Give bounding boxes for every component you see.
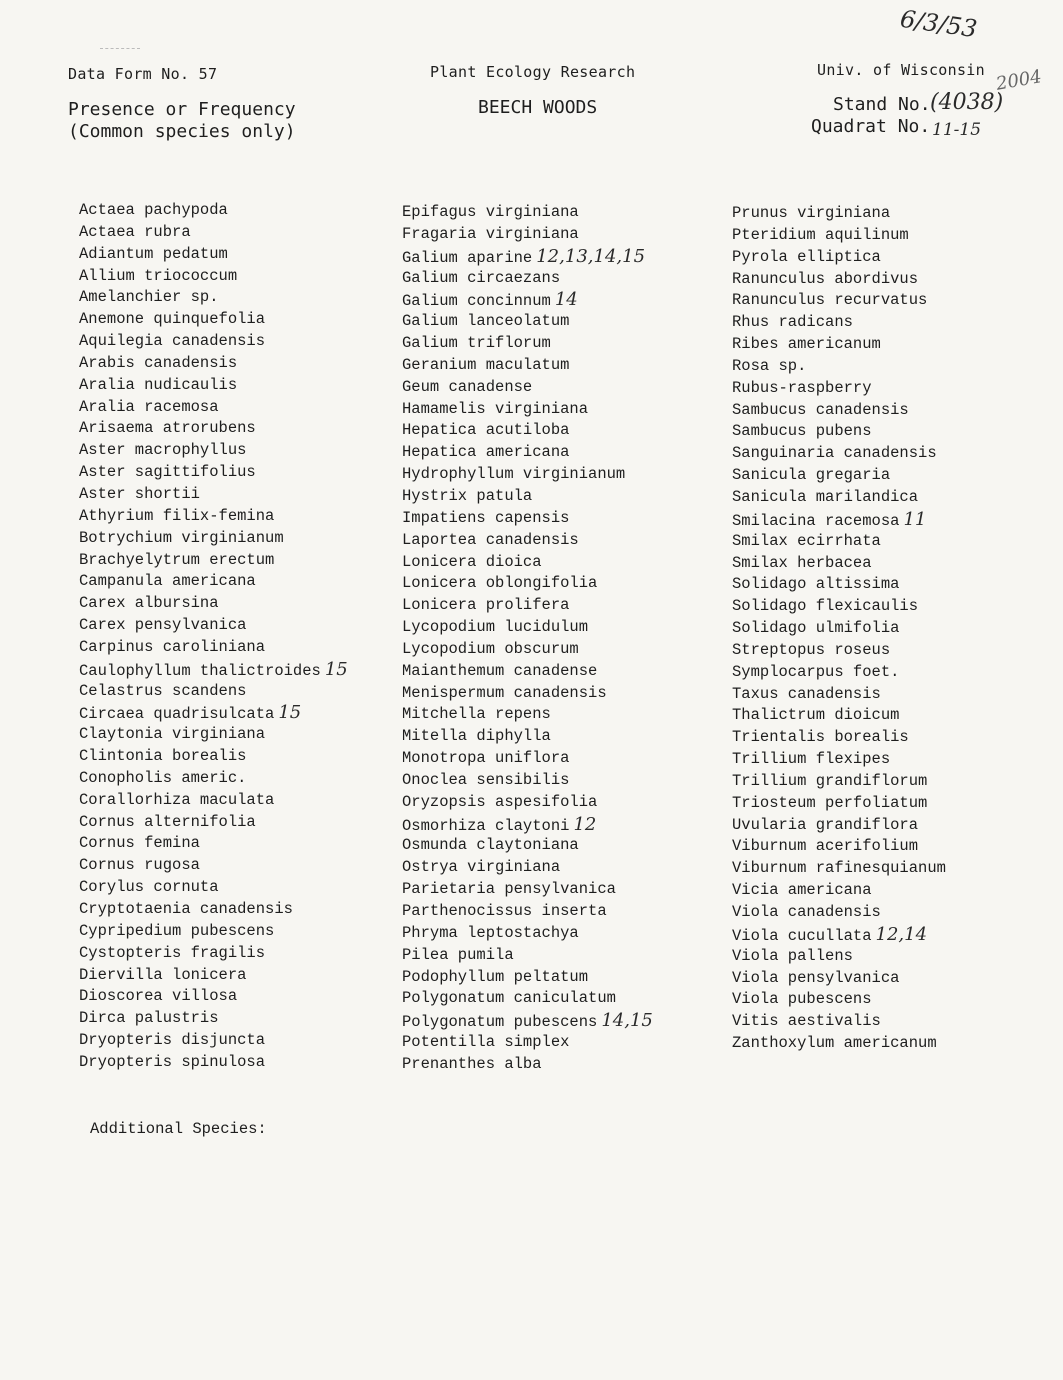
species-row (79, 375, 348, 397)
species-name: Viola pubescens (732, 990, 872, 1009)
species-name: Carex albursina (79, 594, 219, 613)
species-name: Claytonia virginiana (79, 725, 266, 744)
species-name: Actaea rubra (79, 222, 191, 241)
species-row (79, 418, 348, 440)
species-row (79, 790, 348, 812)
species-name: Anemone quinquefolia (79, 310, 266, 329)
species-row (732, 880, 946, 902)
species-name: Zanthoxylum americanum (732, 1034, 937, 1053)
species-name: Phryma leptostachya (402, 923, 579, 942)
species-name: Sambucus pubens (732, 422, 872, 441)
university: Univ. of Wisconsin (817, 61, 985, 79)
species-name: Monotropa uniflora (402, 749, 570, 768)
species-row (79, 571, 348, 593)
species-row (79, 222, 348, 244)
species-row (402, 268, 653, 290)
species-name: Solidago ulmifolia (732, 619, 900, 638)
species-row (79, 768, 348, 790)
species-row (79, 287, 348, 309)
species-name: Osmorhiza claytoni (402, 816, 570, 835)
species-name: Polygonatum pubescens (402, 1013, 598, 1032)
species-row (732, 705, 946, 727)
species-row (79, 353, 348, 375)
species-name: Solidago flexicaulis (732, 597, 919, 616)
species-row (732, 858, 946, 880)
species-row (402, 726, 653, 748)
species-row (402, 792, 653, 814)
species-row (79, 266, 348, 288)
species-row (402, 1010, 653, 1032)
species-row (402, 552, 653, 574)
additional-species-label: Additional Species: (90, 1120, 267, 1138)
species-row (402, 857, 653, 879)
subtitle-line1: Presence or Frequency (68, 99, 296, 120)
species-name: Epifagus virginiana (402, 203, 579, 221)
species-name: Botrychium virginianum (79, 528, 284, 547)
species-row (79, 506, 348, 528)
species-name: Athyrium filix-femina (79, 506, 275, 525)
species-column-3 (732, 203, 946, 1055)
species-row (732, 749, 946, 771)
species-name: Pyrola elliptica (732, 247, 881, 266)
species-row (732, 793, 946, 815)
species-name: Lonicera prolifera (402, 596, 570, 615)
species-row (732, 902, 946, 924)
species-row (79, 462, 348, 484)
handwritten-quadrat-note: 14,15 (601, 1010, 653, 1032)
species-name: Sambucus canadensis (732, 400, 909, 419)
species-name: Conopholis americ. (79, 768, 247, 787)
species-name: Caulophyllum thalictroides (79, 661, 321, 680)
species-name: Viola cucullata (732, 926, 872, 945)
program-title: Plant Ecology Research (430, 63, 636, 81)
species-column-2 (402, 202, 653, 1076)
species-row (402, 333, 653, 355)
species-row (402, 530, 653, 552)
species-row (79, 943, 348, 965)
species-name: Osmunda claytoniana (402, 836, 579, 855)
species-name: Hamamelis virginiana (402, 399, 589, 418)
quadrat-label: Quadrat No. (811, 116, 931, 137)
species-row (79, 397, 348, 419)
species-name: Hepatica americana (402, 443, 570, 462)
species-row (79, 812, 348, 834)
species-row (79, 921, 348, 943)
species-name: Laportea canadensis (402, 530, 579, 549)
species-row (402, 748, 653, 770)
species-row (79, 746, 348, 768)
species-name: Campanula americana (79, 572, 256, 591)
species-row (79, 528, 348, 550)
species-row (402, 661, 653, 683)
species-row (732, 203, 946, 225)
species-name: Geum canadense (402, 377, 533, 396)
species-name: Dryopteris disjuncta (79, 1031, 266, 1050)
species-name: Viola pensylvanica (732, 968, 900, 987)
species-name: Taxus canadensis (732, 684, 881, 703)
species-name: Smilacina racemosa (732, 511, 900, 530)
species-row (79, 1052, 348, 1074)
species-row (732, 924, 946, 946)
species-row (79, 484, 348, 506)
handwritten-quadrat-note: 12,14 (875, 923, 928, 945)
species-row (79, 1030, 348, 1052)
species-name: Streptopus roseus (732, 640, 891, 659)
species-name: Polygonatum caniculatum (402, 989, 616, 1008)
species-row (402, 464, 653, 486)
species-name: Dioscorea villosa (79, 987, 238, 1006)
species-name: Lycopodium obscurum (402, 639, 579, 658)
species-row (732, 247, 946, 269)
species-name: Lycopodium lucidulum (402, 618, 589, 637)
species-name: Actaea pachypoda (79, 201, 228, 219)
species-name: Aralia nudicaulis (79, 375, 238, 394)
species-name: Hystrix patula (402, 486, 533, 505)
species-row (732, 487, 946, 509)
species-row (79, 659, 348, 681)
species-row (402, 639, 653, 661)
species-row (732, 662, 946, 684)
divider (100, 48, 140, 49)
species-name: Viburnum rafinesquianum (732, 859, 946, 878)
species-row (402, 617, 653, 639)
species-name: Trillium flexipes (732, 750, 891, 769)
subtitle-line2: (Common species only) (68, 121, 296, 142)
species-row (732, 465, 946, 487)
species-name: Prunus virginiana (732, 204, 891, 222)
species-name: Carpinus caroliniana (79, 637, 266, 656)
form-number: Data Form No. 57 (68, 65, 218, 83)
species-name: Aster sagittifolius (79, 463, 256, 482)
species-row (402, 246, 653, 268)
species-name: Hepatica acutiloba (402, 421, 570, 440)
species-name: Trientalis borealis (732, 728, 909, 747)
species-row (402, 595, 653, 617)
species-name: Ostrya virginiana (402, 858, 561, 877)
species-row (79, 681, 348, 703)
species-name: Adiantum pedatum (79, 244, 228, 263)
species-name: Geranium maculatum (402, 355, 570, 374)
species-name: Dirca palustris (79, 1009, 219, 1028)
species-row (79, 724, 348, 746)
species-name: Smilax herbacea (732, 553, 872, 572)
species-name: Cryptotaenia canadensis (79, 900, 293, 918)
species-name: Allium triococcum (79, 266, 238, 285)
species-name: Cornus rugosa (79, 856, 200, 875)
species-name: Aquilegia canadensis (79, 332, 266, 351)
species-name: Amelanchier sp. (79, 288, 219, 307)
species-row (732, 290, 946, 312)
species-row (732, 1033, 946, 1055)
species-name: Lonicera dioica (402, 552, 542, 571)
species-row (402, 355, 653, 377)
species-name: Vicia americana (732, 881, 872, 900)
species-name: Cypripedium pubescens (79, 921, 275, 940)
species-name: Sanicula marilandica (732, 487, 919, 506)
species-name: Diervilla lonicera (79, 965, 247, 984)
species-row (732, 509, 946, 531)
species-row (732, 225, 946, 247)
species-row (732, 640, 946, 662)
species-name: Dryopteris spinulosa (79, 1052, 266, 1071)
species-row (79, 702, 348, 724)
species-column-1 (79, 200, 348, 1074)
species-name: Oryzopsis aspesifolia (402, 792, 598, 811)
species-row (402, 442, 653, 464)
species-name: Celastrus scandens (79, 681, 247, 700)
species-row (732, 836, 946, 858)
species-name: Brachyelytrum erectum (79, 550, 275, 569)
species-row (402, 1032, 653, 1054)
species-row (402, 224, 653, 246)
species-row (79, 877, 348, 899)
handwritten-date: 6/3/53 (898, 4, 979, 44)
species-row (402, 704, 653, 726)
species-name: Prenanthes alba (402, 1054, 542, 1073)
species-name: Viola canadensis (732, 903, 881, 921)
species-name: Sanicula gregaria (732, 466, 891, 485)
handwritten-quadrat: 11-15 (932, 120, 982, 140)
species-name: Carex pensylvanica (79, 616, 247, 635)
handwritten-quadrat-note: 15 (324, 658, 348, 680)
species-row (732, 356, 946, 378)
species-name: Galium aparine (402, 248, 533, 267)
species-row (79, 965, 348, 987)
species-name: Arabis canadensis (79, 353, 238, 372)
species-name: Uvularia grandiflora (732, 815, 919, 834)
species-name: Lonicera oblongifolia (402, 574, 598, 593)
species-row (79, 309, 348, 331)
species-name: Menispermum canadensis (402, 683, 607, 702)
species-row (79, 899, 348, 921)
species-row (402, 967, 653, 989)
species-row (402, 988, 653, 1010)
handwritten-quadrat-note: 12 (573, 813, 597, 835)
species-row (732, 421, 946, 443)
community-title: BEECH WOODS (478, 97, 598, 118)
species-row (79, 855, 348, 877)
species-name: Ribes americanum (732, 335, 881, 354)
species-row (79, 833, 348, 855)
species-name: Thalictrum dioicum (732, 706, 900, 725)
species-row (402, 399, 653, 421)
species-name: Mitella diphylla (402, 727, 551, 746)
species-name: Parthenocissus inserta (402, 902, 607, 920)
species-row (402, 508, 653, 530)
species-row (732, 378, 946, 400)
species-name: Symplocarpus foet. (732, 662, 900, 681)
species-row (79, 1008, 348, 1030)
species-name: Fragaria virginiana (402, 224, 579, 243)
species-row (732, 443, 946, 465)
species-name: Pilea pumila (402, 945, 514, 964)
species-name: Parietaria pensylvanica (402, 880, 616, 899)
species-name: Cornus femina (79, 834, 200, 853)
species-name: Aster macrophyllus (79, 441, 247, 460)
species-row (402, 879, 653, 901)
species-row (402, 1054, 653, 1076)
species-name: Impatiens capensis (402, 508, 570, 527)
species-name: Podophyllum peltatum (402, 967, 589, 986)
species-name: Arisaema atrorubens (79, 419, 256, 438)
species-row (732, 553, 946, 575)
species-row (79, 637, 348, 659)
species-name: Aster shortii (79, 484, 200, 503)
species-name: Smilax ecirrhata (732, 531, 881, 550)
species-row (732, 618, 946, 640)
species-row (732, 946, 946, 968)
handwritten-quadrat-note: 14 (554, 289, 578, 311)
species-row (732, 596, 946, 618)
species-row (732, 400, 946, 422)
species-row (79, 331, 348, 353)
species-row (79, 550, 348, 572)
species-name: Viburnum acerifolium (732, 837, 919, 856)
handwritten-quadrat-note: 15 (278, 702, 302, 724)
species-row (732, 269, 946, 291)
species-name: Triosteum perfoliatum (732, 793, 928, 812)
handwritten-quadrat-note: 12,13,14,15 (536, 245, 646, 267)
species-name: Potentilla simplex (402, 1033, 570, 1052)
species-name: Galium concinnum (402, 292, 551, 311)
species-row (402, 901, 653, 923)
handwritten-quadrat-note: 11 (903, 508, 927, 530)
species-row (79, 593, 348, 615)
species-name: Aralia racemosa (79, 397, 219, 416)
species-name: Maianthemum canadense (402, 661, 598, 680)
species-row (402, 945, 653, 967)
species-row (402, 311, 653, 333)
species-name: Rubus-raspberry (732, 378, 872, 397)
species-row (732, 989, 946, 1011)
species-row (732, 1011, 946, 1033)
species-name: Corallorhiza maculata (79, 790, 275, 809)
species-row (732, 312, 946, 334)
species-name: Corylus cornuta (79, 878, 219, 897)
species-name: Circaea quadrisulcata (79, 705, 275, 724)
species-row (79, 244, 348, 266)
species-name: Onoclea sensibilis (402, 770, 570, 789)
species-row (402, 420, 653, 442)
species-row (402, 923, 653, 945)
species-name: Pteridium aquilinum (732, 225, 909, 244)
species-row (732, 684, 946, 706)
species-row (79, 200, 348, 222)
species-name: Cornus alternifolia (79, 812, 256, 831)
species-row (732, 574, 946, 596)
species-row (402, 683, 653, 705)
species-name: Solidago altissima (732, 575, 900, 594)
species-row (732, 771, 946, 793)
species-name: Galium circaezans (402, 268, 561, 287)
species-name: Trillium grandiflorum (732, 771, 928, 790)
handwritten-stand-alt: 2004 (994, 66, 1044, 95)
species-row (402, 770, 653, 792)
species-row (402, 573, 653, 595)
species-name: Sanguinaria canadensis (732, 444, 937, 463)
handwritten-stand: (4038) (930, 90, 1004, 115)
species-row (402, 814, 653, 836)
species-row (732, 334, 946, 356)
species-row (402, 289, 653, 311)
species-name: Ranunculus abordivus (732, 269, 919, 288)
species-name: Galium lanceolatum (402, 312, 570, 331)
species-name: Rosa sp. (732, 356, 807, 375)
species-row (402, 202, 653, 224)
species-name: Rhus radicans (732, 313, 853, 332)
species-name: Hydrophyllum virginianum (402, 465, 626, 484)
species-row (732, 815, 946, 837)
species-name: Viola pallens (732, 946, 853, 965)
species-name: Mitchella repens (402, 705, 551, 724)
species-row (402, 377, 653, 399)
species-row (732, 727, 946, 749)
species-row (79, 440, 348, 462)
species-name: Clintonia borealis (79, 747, 247, 766)
species-name: Vitis aestivalis (732, 1012, 881, 1031)
species-name: Ranunculus recurvatus (732, 291, 928, 310)
species-row (79, 986, 348, 1008)
species-row (732, 968, 946, 990)
species-name: Cystopteris fragilis (79, 943, 266, 962)
species-row (732, 531, 946, 553)
species-row (402, 835, 653, 857)
species-row (79, 615, 348, 637)
stand-label: Stand No. (833, 94, 931, 115)
species-row (402, 486, 653, 508)
species-name: Galium triflorum (402, 334, 551, 353)
